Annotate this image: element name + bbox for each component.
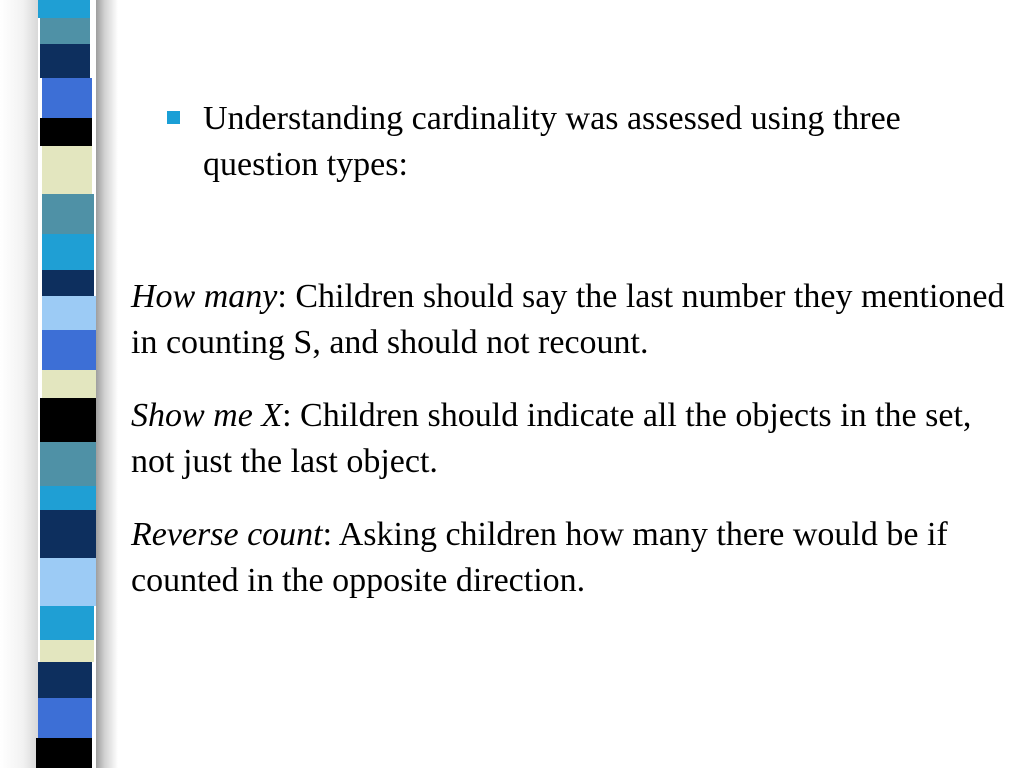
stripe-block bbox=[42, 296, 96, 330]
stripe-block bbox=[42, 370, 96, 398]
term-how-many: How many bbox=[131, 278, 278, 315]
decorative-stripe bbox=[0, 0, 110, 768]
stripe-block bbox=[40, 442, 96, 486]
definition-reverse-count: : Asking children how many there would be if counted in the opposite direction. bbox=[131, 516, 948, 599]
stripe-block bbox=[40, 44, 90, 78]
stripe-block bbox=[40, 606, 94, 640]
stripe-block bbox=[42, 330, 96, 370]
stripe-block bbox=[40, 486, 96, 510]
bullet-item bbox=[165, 96, 965, 188]
stripe-block bbox=[40, 558, 96, 606]
stripe-block bbox=[42, 270, 94, 296]
stripe-block bbox=[42, 234, 94, 270]
stripe-block bbox=[42, 146, 92, 194]
paragraph-reverse-count bbox=[131, 512, 1011, 604]
stripe-block bbox=[40, 510, 96, 558]
stripe-block bbox=[38, 662, 92, 698]
square-bullet-icon bbox=[167, 111, 180, 124]
stripe-edge bbox=[0, 0, 38, 768]
stripe-block bbox=[40, 398, 96, 442]
stripe-block bbox=[40, 18, 90, 44]
bullet-text: Understanding cardinality was assessed using three question types: bbox=[203, 100, 901, 183]
stripe-block bbox=[38, 698, 92, 738]
paragraph-show-me-x bbox=[131, 393, 1011, 485]
term-show-me-x: Show me X bbox=[131, 397, 283, 434]
stripe-block bbox=[36, 738, 92, 768]
stripe-block bbox=[40, 640, 94, 662]
term-reverse-count: Reverse count bbox=[131, 516, 323, 553]
stripe-block bbox=[40, 118, 92, 146]
definition-show-me-x: : Children should indicate all the objects in the set, not just the last object. bbox=[131, 397, 972, 480]
stripe-block bbox=[42, 194, 94, 234]
definition-how-many: : Children should say the last number they mentioned in counting S, and should not recount. bbox=[131, 278, 1005, 361]
paragraph-how-many bbox=[131, 274, 1011, 366]
stripe-block bbox=[42, 78, 92, 118]
stripe-block bbox=[38, 0, 90, 18]
